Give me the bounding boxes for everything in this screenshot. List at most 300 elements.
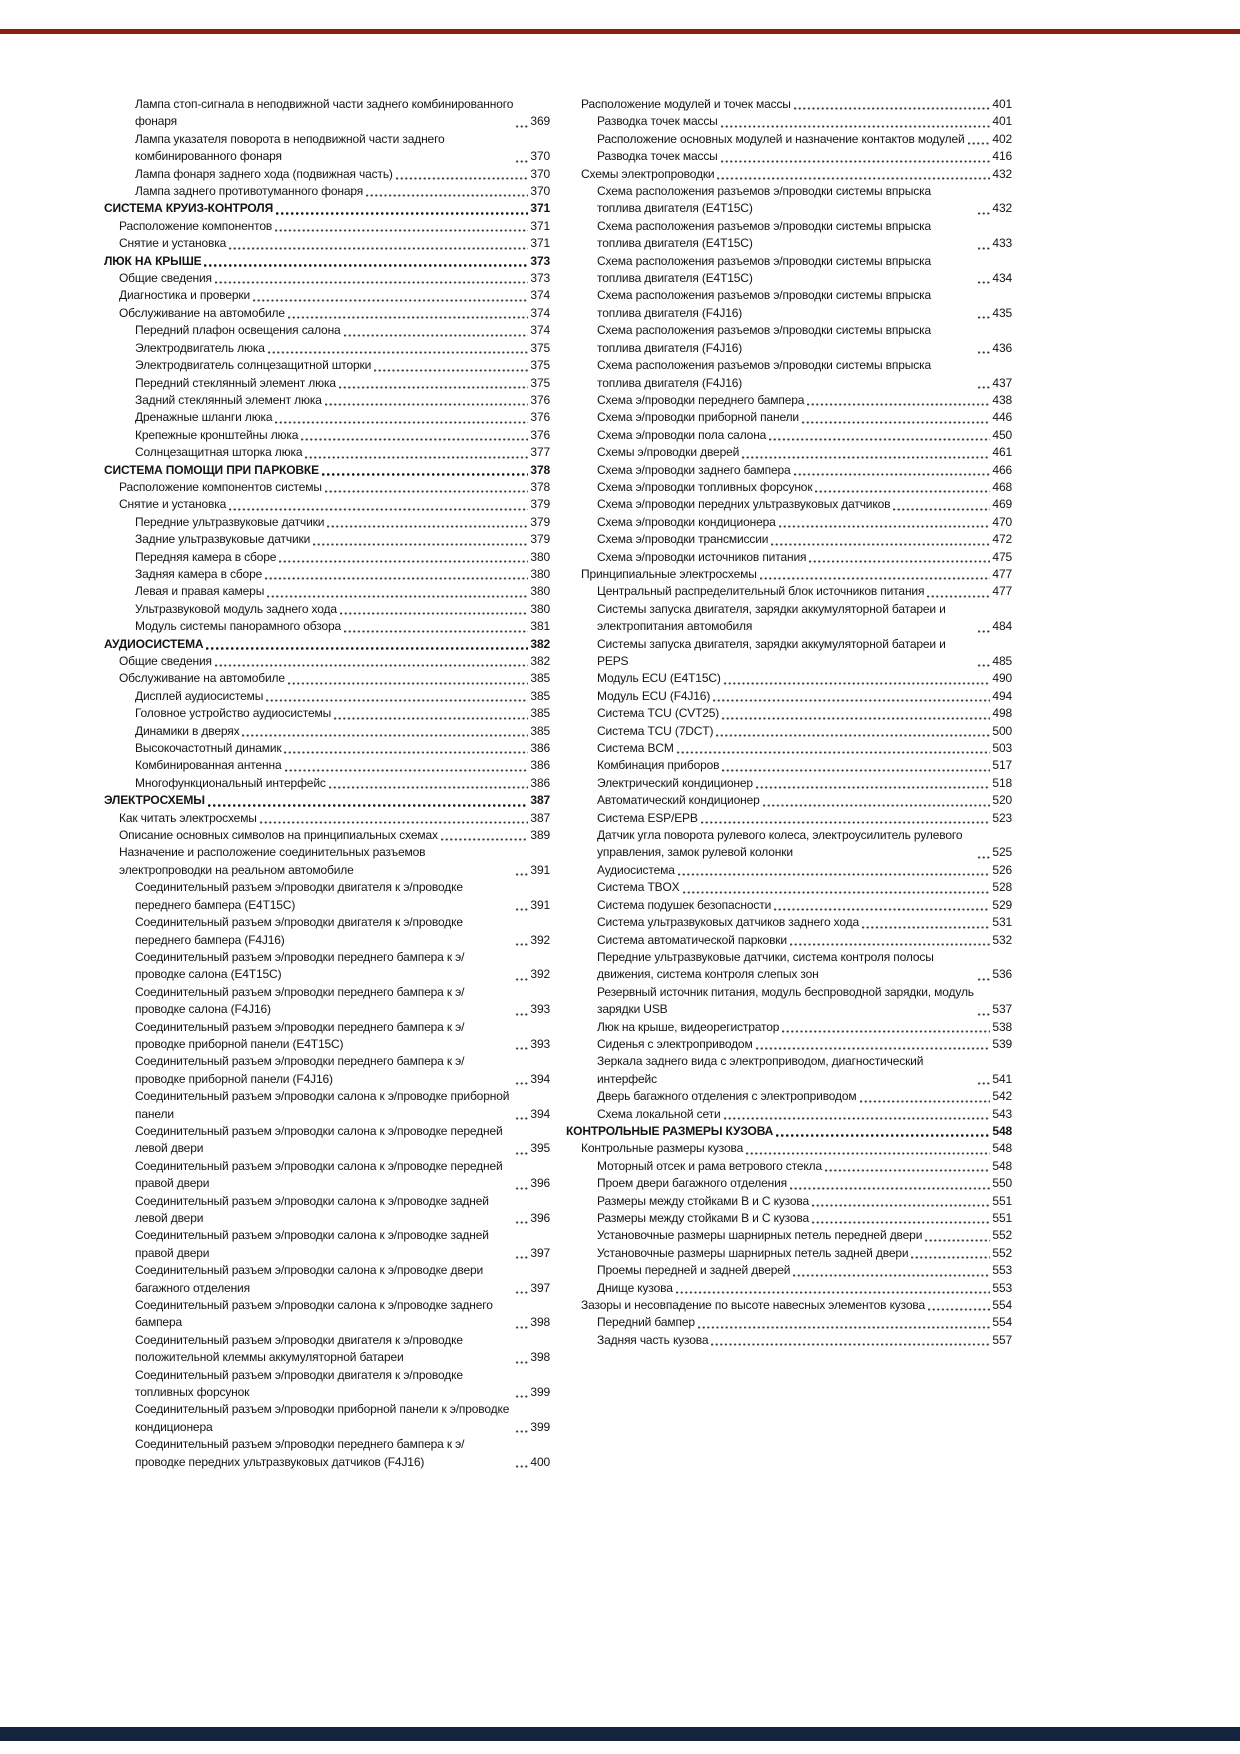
toc-entry-title: Динамики в дверях xyxy=(135,723,240,738)
toc-page-number: 557 xyxy=(992,1332,1012,1347)
toc-page-number: 401 xyxy=(992,97,1012,111)
toc-page-number: 401 xyxy=(992,114,1012,129)
toc-entry xyxy=(104,1401,550,1436)
dotted-leader xyxy=(516,1221,528,1224)
dotted-leader xyxy=(267,595,528,598)
toc-entry-title: Соединительный разъем э/проводки переднего бампера к э/проводке салона (F4J16) xyxy=(135,984,465,1017)
toc-entry xyxy=(566,740,1012,757)
toc-page-number: 435 xyxy=(992,305,1012,320)
dotted-leader xyxy=(516,943,528,946)
dotted-leader xyxy=(812,1221,990,1224)
toc-page-number: 389 xyxy=(530,828,550,843)
toc-entry xyxy=(104,601,550,618)
toc-entry-title: Лампа стоп-сигнала в неподвижной части заднего комбинированного фонаря xyxy=(135,97,514,129)
toc-page-number: 518 xyxy=(992,775,1012,790)
toc-entry-title: Расположение компонентов системы xyxy=(119,479,322,494)
toc-entry-title: Установочные размеры шарнирных петель задней двери xyxy=(597,1245,909,1260)
toc-entry-title: Система BCM xyxy=(597,741,674,756)
toc-entry xyxy=(566,1227,1012,1244)
toc-page-number: 371 xyxy=(530,201,550,216)
toc-entry-title: Схема э/проводки пола салона xyxy=(597,427,767,442)
toc-entry-title: Схема локальной сети xyxy=(597,1106,721,1121)
toc-entry-title: Люк на крыше, видеорегистратор xyxy=(597,1019,780,1034)
dotted-leader xyxy=(717,177,990,180)
dotted-leader xyxy=(516,908,528,911)
toc-page-number: 529 xyxy=(992,897,1012,912)
toc-page-number: 379 xyxy=(530,532,550,547)
toc-entry-title: Соединительный разъем э/проводки салона к э/проводке передней правой двери xyxy=(135,1158,503,1191)
toc-entry xyxy=(566,96,1012,113)
toc-page-number: 470 xyxy=(992,514,1012,529)
toc-entry xyxy=(104,549,550,566)
toc-entry xyxy=(104,1193,550,1228)
toc-page-number: 532 xyxy=(992,932,1012,947)
toc-page-number: 469 xyxy=(992,497,1012,512)
toc-page-number: 550 xyxy=(992,1176,1012,1191)
toc-entry xyxy=(566,723,1012,740)
dotted-leader xyxy=(516,160,528,163)
toc-page-number: 468 xyxy=(992,479,1012,494)
toc-entry xyxy=(104,1019,550,1054)
toc-entry-title: Расположение компонентов xyxy=(119,218,273,233)
dotted-leader xyxy=(288,316,528,319)
toc-entry xyxy=(566,1314,1012,1331)
toc-page-number: 548 xyxy=(992,1141,1012,1156)
toc-page-number: 552 xyxy=(992,1245,1012,1260)
dotted-leader xyxy=(301,438,528,441)
toc-entry-title: Разводка точек массы xyxy=(597,114,718,129)
toc-entry-title: Передний плафон освещения салона xyxy=(135,323,341,338)
toc-page-number: 485 xyxy=(992,654,1012,668)
toc-page-number: 416 xyxy=(992,149,1012,164)
toc-entry xyxy=(566,827,1012,862)
toc-entry-title: Соединительный разъем э/проводки двигателя к э/проводке переднего бампера (E4T15C) xyxy=(135,880,463,912)
dotted-leader xyxy=(334,717,528,720)
toc-page-number: 397 xyxy=(530,1245,550,1260)
toc-entry-title: Модуль системы панорамного обзора xyxy=(135,619,342,634)
toc-entry-title: Лампа заднего противотуманного фонаря xyxy=(135,184,364,199)
dotted-leader xyxy=(215,664,529,667)
toc-entry-title: Система TBOX xyxy=(597,880,680,895)
toc-page-number: 450 xyxy=(992,427,1012,442)
toc-entry xyxy=(566,462,1012,479)
toc-page-number: 378 xyxy=(530,479,550,494)
toc-entry-title: Схема расположения разъемов э/проводки системы впрыска топлива двигателя (E4T15C) xyxy=(597,184,931,216)
toc-page-number: 376 xyxy=(530,392,550,407)
toc-entry-title: Описание основных символов на принципиальных схемах xyxy=(119,828,438,843)
toc-entry xyxy=(566,932,1012,949)
dotted-leader xyxy=(978,386,990,389)
toc-entry xyxy=(104,566,550,583)
toc-page-number: 554 xyxy=(992,1298,1012,1313)
toc-entry xyxy=(566,775,1012,792)
toc-entry xyxy=(566,1036,1012,1053)
toc-entry xyxy=(566,218,1012,253)
toc-entry-title: Расположение модулей и точек массы xyxy=(581,97,791,111)
toc-entry-title: Общие сведения xyxy=(119,271,212,286)
dotted-leader xyxy=(802,421,990,424)
toc-entry-title: Система автоматической парковки xyxy=(597,932,787,947)
toc-page-number: 543 xyxy=(992,1106,1012,1121)
toc-page-number: 385 xyxy=(530,671,550,686)
toc-page-number: 438 xyxy=(992,392,1012,407)
toc-entry xyxy=(566,688,1012,705)
toc-page-number: 432 xyxy=(992,201,1012,216)
toc-section-heading xyxy=(104,792,550,809)
dotted-leader xyxy=(676,1291,991,1294)
toc-page-number: 370 xyxy=(530,166,550,181)
toc-page-number: 393 xyxy=(530,1036,550,1051)
dotted-leader xyxy=(701,821,991,824)
toc-page-number: 376 xyxy=(530,427,550,442)
toc-page-number: 371 xyxy=(530,218,550,233)
toc-entry xyxy=(104,740,550,757)
toc-entry-title: Снятие и установка xyxy=(119,236,227,251)
dotted-leader xyxy=(825,1169,990,1172)
toc-entry xyxy=(566,792,1012,809)
toc-entry xyxy=(566,514,1012,531)
toc-entry xyxy=(104,444,550,461)
toc-entry xyxy=(566,131,1012,148)
toc-entry xyxy=(104,1227,550,1262)
toc-entry-title: Расположение основных модулей и назначение контактов модулей xyxy=(597,131,965,146)
toc-page-number: 375 xyxy=(530,375,550,390)
toc-entry-title: Модуль ECU (E4T15C) xyxy=(597,671,721,686)
toc-entry xyxy=(104,827,550,844)
toc-entry xyxy=(566,601,1012,636)
toc-page-number: 461 xyxy=(992,445,1012,460)
toc-entry-title: Передний бампер xyxy=(597,1315,695,1330)
toc-entry-title: Задний стеклянный элемент люка xyxy=(135,392,322,407)
dotted-leader xyxy=(340,612,529,615)
toc-entry-title: Схема э/проводки кондиционера xyxy=(597,514,776,529)
toc-entry-title: Размеры между стойками В и С кузова xyxy=(597,1193,810,1208)
toc-entry-title: Установочные размеры шарнирных петель передней двери xyxy=(597,1228,923,1243)
toc-page-number: 517 xyxy=(992,758,1012,773)
toc-entry-title: Общие сведения xyxy=(119,654,212,668)
toc-entry-title: Моторный отсек и рама ветрового стекла xyxy=(597,1158,823,1173)
toc-section-heading xyxy=(104,636,550,653)
toc-page-number: 370 xyxy=(530,184,550,199)
toc-entry-title: Комбинированная антенна xyxy=(135,758,282,773)
dotted-leader xyxy=(698,1326,991,1329)
toc-entry xyxy=(566,705,1012,722)
toc-page-number: 391 xyxy=(530,862,550,877)
toc-entry-title: Соединительный разъем э/проводки двигателя к э/проводке переднего бампера (F4J16) xyxy=(135,915,463,947)
toc-page-number: 548 xyxy=(992,1158,1012,1173)
toc-page-number: 526 xyxy=(992,862,1012,877)
toc-entry xyxy=(566,914,1012,931)
toc-entry-title: Соединительный разъем э/проводки салона к э/проводке двери багажного отделения xyxy=(135,1263,484,1295)
toc-entry-title: Назначение и расположение соединительных разъемов электропроводки на реальном автомобиле xyxy=(119,845,426,877)
toc-page-number: 396 xyxy=(530,1176,550,1191)
toc-entry-title: Система TCU (CVT25) xyxy=(597,706,720,721)
toc-page-number: 386 xyxy=(530,741,550,756)
dotted-leader xyxy=(760,577,991,580)
toc-page-number: 374 xyxy=(530,305,550,320)
toc-entry-title: Схема расположения разъемов э/проводки системы впрыска топлива двигателя (F4J16) xyxy=(597,288,931,320)
dotted-leader xyxy=(928,1308,990,1311)
toc-entry xyxy=(566,670,1012,687)
dotted-leader xyxy=(366,194,528,197)
toc-entry xyxy=(566,496,1012,513)
toc-page-number: 398 xyxy=(530,1315,550,1330)
toc-page-number: 393 xyxy=(530,1002,550,1017)
toc-page-number: 373 xyxy=(530,271,550,286)
toc-entry-title: Схемы э/проводки дверей xyxy=(597,445,740,460)
toc-entry-title: Размеры между стойками В и С кузова xyxy=(597,1211,810,1225)
toc-page-number: 380 xyxy=(530,549,550,564)
dotted-leader xyxy=(978,630,990,633)
dotted-leader xyxy=(968,142,991,145)
toc-entry xyxy=(104,305,550,322)
toc-page-number: 375 xyxy=(530,358,550,373)
toc-page-number: 385 xyxy=(530,688,550,703)
dotted-leader xyxy=(516,1047,528,1050)
dotted-leader xyxy=(862,926,990,929)
dotted-leader xyxy=(344,334,529,337)
toc-entry xyxy=(566,1210,1012,1227)
toc-entry xyxy=(566,862,1012,879)
dotted-leader xyxy=(253,299,528,302)
toc-page-number: 398 xyxy=(530,1350,550,1365)
toc-entry-title: Передние ультразвуковые датчики xyxy=(135,514,325,529)
toc-entry xyxy=(566,757,1012,774)
toc-page-number: 436 xyxy=(992,340,1012,355)
toc-entry-title: Схема э/проводки источников питания xyxy=(597,549,807,564)
dotted-leader xyxy=(516,1256,528,1259)
toc-entry-title: Передний стеклянный элемент люка xyxy=(135,375,336,390)
toc-page-number: 385 xyxy=(530,723,550,738)
toc-entry-title: Аудиосистема xyxy=(597,862,675,877)
dotted-leader xyxy=(516,873,528,876)
toc-page-number: 553 xyxy=(992,1280,1012,1295)
toc-entry xyxy=(566,636,1012,671)
dotted-leader xyxy=(516,1152,528,1155)
toc-page-number: 379 xyxy=(530,497,550,512)
dotted-leader xyxy=(206,647,528,650)
toc-page-number: 399 xyxy=(530,1419,550,1434)
toc-entry-title: Схемы электропроводки xyxy=(581,166,715,181)
toc-page-number: 395 xyxy=(530,1141,550,1156)
dotted-leader xyxy=(742,456,990,459)
toc-entry-title: Система подушек безопасности xyxy=(597,897,772,912)
toc-entry-title: Система ультразвуковых датчиков заднего хода xyxy=(597,915,860,930)
toc-entry xyxy=(566,392,1012,409)
toc-section-heading xyxy=(104,253,550,270)
toc-entry-title: Схема э/проводки топливных форсунок xyxy=(597,479,813,494)
toc-entry xyxy=(104,1297,550,1332)
toc-entry-title: Датчик угла поворота рулевого колеса, электроусилитель рулевого управления, замок рулевой колонки xyxy=(597,828,963,860)
dotted-leader xyxy=(215,281,529,284)
toc-entry-title: Многофункциональный интерфейс xyxy=(135,775,326,790)
dotted-leader xyxy=(978,978,990,981)
toc-entry-title: Контрольные размеры кузова xyxy=(581,1141,744,1156)
toc-page-number: 477 xyxy=(992,566,1012,581)
toc-entry xyxy=(104,618,550,635)
toc-page-number: 434 xyxy=(992,271,1012,286)
dotted-leader xyxy=(516,1291,528,1294)
dotted-leader xyxy=(756,1047,991,1050)
toc-entry-title: Сиденья с электроприводом xyxy=(597,1036,753,1051)
dotted-leader xyxy=(322,473,528,476)
toc-section-heading xyxy=(104,462,550,479)
dotted-leader xyxy=(305,456,528,459)
dotted-leader xyxy=(763,804,991,807)
dotted-leader xyxy=(683,891,991,894)
toc-entry xyxy=(104,131,550,166)
toc-entry-title: Схема э/проводки заднего бампера xyxy=(597,462,791,477)
toc-page-number: 528 xyxy=(992,880,1012,895)
toc-page-number: 382 xyxy=(530,654,550,668)
toc-page-number: 500 xyxy=(992,723,1012,738)
dotted-leader xyxy=(242,734,528,737)
toc-page-number: 378 xyxy=(530,462,550,477)
dotted-leader xyxy=(441,838,529,841)
dotted-leader xyxy=(927,595,990,598)
toc-entry-title: Дисплей аудиосистемы xyxy=(135,688,264,703)
dotted-leader xyxy=(288,682,528,685)
dotted-leader xyxy=(229,247,528,250)
toc-entry-title: ЭЛЕКТРОСХЕМЫ xyxy=(104,793,205,808)
dotted-leader xyxy=(716,734,990,737)
toc-entry-title: КОНТРОЛЬНЫЕ РАЗМЕРЫ КУЗОВА xyxy=(566,1123,774,1138)
toc-entry-title: Электродвигатель люка xyxy=(135,340,265,355)
dotted-leader xyxy=(756,786,990,789)
toc-entry-title: Ультразвуковой модуль заднего хода xyxy=(135,601,337,616)
toc-entry-title: Схема э/проводки трансмиссии xyxy=(597,532,769,547)
dotted-leader xyxy=(771,543,990,546)
dotted-leader xyxy=(794,473,991,476)
toc-entry-title: Крепежные кронштейны люка xyxy=(135,427,299,442)
toc-entry-title: Снятие и установка xyxy=(119,497,227,512)
toc-page-number: 525 xyxy=(992,845,1012,860)
toc-page-number: 369 xyxy=(530,114,550,129)
toc-entry-title: Солнцезащитная шторка люка xyxy=(135,445,303,460)
dotted-leader xyxy=(516,1430,528,1433)
toc-entry xyxy=(104,1262,550,1297)
toc-page-number: 432 xyxy=(992,166,1012,181)
dotted-leader xyxy=(396,177,529,180)
dotted-leader xyxy=(721,125,991,128)
toc-entry-title: Схема э/проводки приборной панели xyxy=(597,410,799,425)
toc-entry-title: Соединительный разъем э/проводки переднего бампера к э/проводке приборной панели (F4J16) xyxy=(135,1054,465,1086)
dotted-leader xyxy=(516,978,528,981)
toc-entry-title: Системы запуска двигателя, зарядки аккумуляторной батареи и электропитания автомобиля xyxy=(597,601,946,634)
dotted-leader xyxy=(722,717,990,720)
dotted-leader xyxy=(260,821,529,824)
toc-page-number: 377 xyxy=(530,445,550,460)
top-divider-rule xyxy=(0,29,1240,34)
dotted-leader xyxy=(925,1239,990,1242)
toc-entry-title: Дверь багажного отделения с электроприводом xyxy=(597,1089,857,1104)
toc-entry xyxy=(566,810,1012,827)
toc-page-number: 397 xyxy=(530,1280,550,1295)
dotted-leader xyxy=(516,1465,528,1468)
toc-entry xyxy=(566,1297,1012,1314)
toc-page-number: 400 xyxy=(530,1454,550,1469)
toc-page-number: 391 xyxy=(530,897,550,912)
toc-page-number: 394 xyxy=(530,1071,550,1086)
toc-page-number: 371 xyxy=(530,236,550,251)
toc-entry-title: Схема расположения разъемов э/проводки системы впрыска топлива двигателя (E4T15C) xyxy=(597,218,931,251)
toc-page-number: 392 xyxy=(530,932,550,947)
toc-page-number: 386 xyxy=(530,758,550,773)
dotted-leader xyxy=(276,212,528,215)
toc-entry xyxy=(566,322,1012,357)
toc-entry xyxy=(104,183,550,200)
toc-entry xyxy=(104,723,550,740)
dotted-leader xyxy=(325,403,529,406)
toc-page-number: 539 xyxy=(992,1036,1012,1051)
toc-entry xyxy=(566,479,1012,496)
dotted-leader xyxy=(782,1030,990,1033)
toc-page-number: 386 xyxy=(530,775,550,790)
dotted-leader xyxy=(978,281,990,284)
toc-entry xyxy=(104,496,550,513)
dotted-leader xyxy=(339,386,529,389)
toc-entry xyxy=(104,914,550,949)
toc-entry xyxy=(104,757,550,774)
dotted-leader xyxy=(724,1117,991,1120)
toc-entry-title: Соединительный разъем э/проводки приборной панели к э/проводке кондиционера xyxy=(135,1402,510,1434)
toc-page-number: 373 xyxy=(530,253,550,268)
toc-page-number: 498 xyxy=(992,706,1012,721)
toc-entry xyxy=(566,113,1012,130)
toc-entry-title: СИСТЕМА КРУИЗ-КОНТРОЛЯ xyxy=(104,201,274,216)
dotted-leader xyxy=(229,508,528,511)
toc-entry xyxy=(566,1106,1012,1123)
dotted-leader xyxy=(779,525,991,528)
toc-page-number: 370 xyxy=(530,149,550,164)
toc-entry-title: ЛЮК НА КРЫШЕ xyxy=(104,253,202,268)
toc-entry xyxy=(104,583,550,600)
toc-page-number: 552 xyxy=(992,1228,1012,1243)
dotted-leader xyxy=(284,751,528,754)
toc-entry-title: Системы запуска двигателя, зарядки аккумуляторной батареи и PEPS xyxy=(597,636,946,668)
toc-entry-title: Комбинация приборов xyxy=(597,758,720,773)
dotted-leader xyxy=(978,1082,990,1085)
toc-entry-title: Головное устройство аудиосистемы xyxy=(135,706,332,721)
toc-entry xyxy=(104,1053,550,1088)
toc-entry xyxy=(104,340,550,357)
dotted-leader xyxy=(911,1256,990,1259)
toc-section-heading xyxy=(566,1123,1012,1140)
toc-entry xyxy=(566,287,1012,322)
toc-entry xyxy=(104,879,550,914)
dotted-leader xyxy=(746,1152,990,1155)
toc-entry-title: АУДИОСИСТЕМА xyxy=(104,636,204,651)
toc-entry xyxy=(104,375,550,392)
toc-entry xyxy=(104,1332,550,1367)
toc-entry-title: Соединительный разъем э/проводки салона к э/проводке заднего бампера xyxy=(135,1298,493,1330)
toc-entry-title: Схема расположения разъемов э/проводки системы впрыска топлива двигателя (F4J16) xyxy=(597,323,931,355)
toc-page-number: 433 xyxy=(992,236,1012,251)
toc-entry xyxy=(566,1245,1012,1262)
dotted-leader xyxy=(313,543,528,546)
toc-entry xyxy=(104,1436,550,1471)
dotted-leader xyxy=(793,1274,990,1277)
toc-entry xyxy=(104,984,550,1019)
toc-entry-title: Система TCU (7DCT) xyxy=(597,723,714,738)
dotted-leader xyxy=(516,1187,528,1190)
toc-page-number: 548 xyxy=(992,1123,1012,1138)
toc-entry xyxy=(566,357,1012,392)
toc-entry-title: Схема э/проводки переднего бампера xyxy=(597,392,805,407)
dotted-leader xyxy=(208,804,529,807)
toc-entry xyxy=(104,322,550,339)
dotted-leader xyxy=(516,125,528,128)
